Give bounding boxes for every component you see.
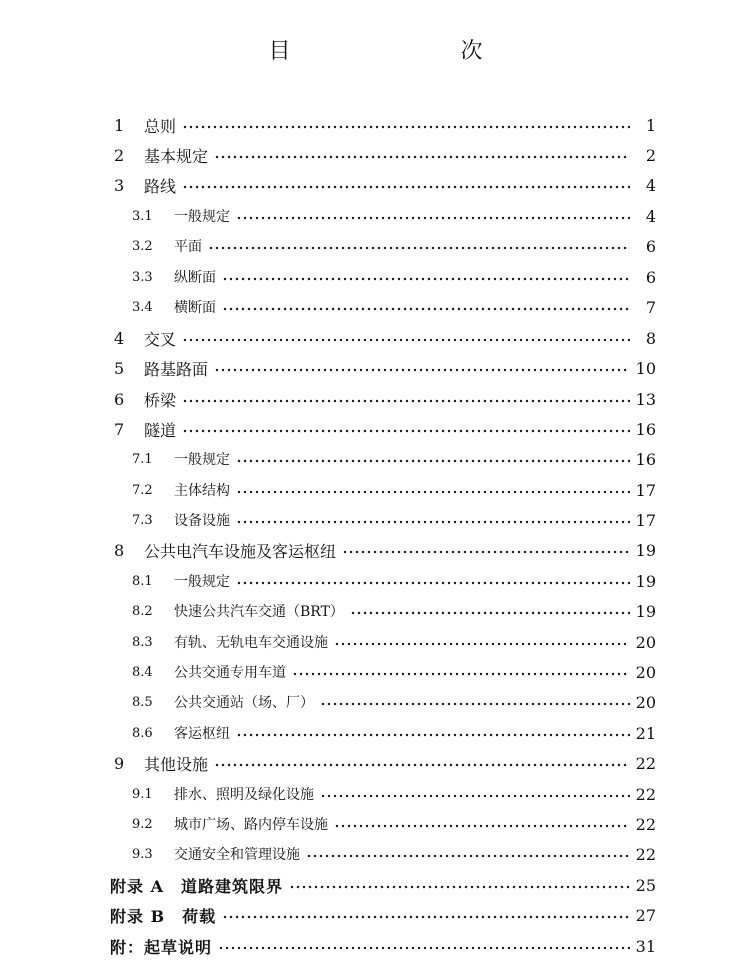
entry-page: 1 — [645, 115, 656, 135]
dot-leader — [236, 459, 630, 463]
dot-leader — [236, 520, 630, 524]
entry-number: 8.3 — [132, 634, 153, 650]
entry-page: 27 — [635, 905, 656, 925]
toc-entry-appendix[interactable] — [110, 872, 656, 898]
entry-page: 31 — [635, 936, 656, 956]
dot-leader — [182, 429, 630, 433]
dot-leader — [222, 277, 630, 281]
entry-page: 19 — [635, 571, 656, 591]
entry-title: 基本规定 — [144, 146, 209, 166]
entry-number: 8 — [114, 540, 125, 560]
entry-number: 9.3 — [132, 846, 153, 862]
dot-leader — [182, 399, 630, 403]
entry-number: 9.2 — [132, 816, 153, 832]
entry-page: 17 — [635, 510, 656, 530]
entry-page: 4 — [645, 206, 656, 226]
entry-title: 其他设施 — [144, 754, 209, 774]
entry-page: 21 — [635, 723, 656, 743]
entry-page: 20 — [635, 662, 656, 682]
entry-title: 公共交通专用车道 — [174, 665, 286, 681]
entry-page: 22 — [635, 753, 656, 773]
entry-title: 交叉 — [144, 329, 177, 349]
dot-leader — [182, 185, 630, 189]
toc-entry[interactable] — [114, 325, 656, 351]
entry-number: 7 — [114, 419, 125, 439]
toc-entry[interactable] — [132, 507, 656, 533]
dot-leader — [222, 307, 630, 311]
entry-title: 主体结构 — [174, 483, 230, 499]
entry-number: 8.1 — [132, 573, 153, 589]
toc-entry[interactable] — [132, 841, 656, 867]
dot-leader — [334, 642, 630, 646]
entry-page: 2 — [645, 145, 656, 165]
dot-leader — [214, 763, 630, 767]
entry-title: 横断面 — [174, 300, 216, 316]
toc-entry-appendix[interactable] — [110, 933, 656, 959]
toc-entry[interactable] — [132, 598, 656, 624]
entry-title: 平面 — [174, 239, 202, 255]
dot-leader — [214, 368, 630, 372]
entry-page: 17 — [635, 480, 656, 500]
toc-entry[interactable] — [114, 416, 656, 442]
toc-entry[interactable] — [132, 811, 656, 837]
entry-title: 路线 — [144, 176, 177, 196]
entry-number: 5 — [114, 358, 125, 378]
entry-page: 22 — [635, 814, 656, 834]
entry-title: 有轨、无轨电车交通设施 — [174, 635, 328, 651]
entry-page: 19 — [635, 540, 656, 560]
entry-page: 22 — [635, 784, 656, 804]
dot-leader — [236, 733, 630, 737]
toc-entry[interactable] — [114, 386, 656, 412]
dot-leader — [222, 915, 630, 919]
dot-leader — [306, 854, 630, 858]
entry-number: 1 — [114, 115, 125, 135]
dot-leader — [320, 794, 630, 798]
entry-number: 4 — [114, 328, 125, 348]
entry-page: 20 — [635, 632, 656, 652]
dot-leader — [182, 338, 630, 342]
toc-entry[interactable] — [114, 112, 656, 138]
dot-leader — [182, 125, 630, 129]
page-title: 目 次 — [268, 39, 525, 64]
entry-number: 3.4 — [132, 299, 153, 315]
entry-title: 附录 A 道路建筑限界 — [110, 876, 283, 896]
entry-page: 19 — [635, 601, 656, 621]
dot-leader — [289, 885, 630, 889]
dot-leader — [334, 824, 630, 828]
entry-number: 8.6 — [132, 725, 153, 741]
entry-title: 附录 B 荷载 — [110, 906, 217, 926]
entry-title: 交通安全和管理设施 — [174, 847, 300, 863]
entry-title: 快速公共汽车交通（BRT） — [174, 604, 344, 620]
entry-title: 隧道 — [144, 420, 177, 440]
entry-page: 22 — [635, 844, 656, 864]
entry-title: 一般规定 — [174, 209, 230, 225]
entry-title: 客运枢纽 — [174, 726, 230, 742]
entry-number: 7.3 — [132, 512, 153, 528]
dot-leader — [236, 216, 630, 220]
entry-page: 6 — [645, 267, 656, 287]
entry-title: 公共交通站（场、厂） — [174, 695, 314, 711]
toc-entry[interactable] — [132, 264, 656, 290]
toc-entry[interactable] — [132, 781, 656, 807]
toc-entry[interactable] — [132, 568, 656, 594]
entry-title: 路基路面 — [144, 359, 209, 379]
entry-page: 7 — [645, 297, 656, 317]
toc-entry[interactable] — [132, 203, 656, 229]
entry-page: 4 — [645, 175, 656, 195]
entry-title: 城市广场、路内停车设施 — [174, 817, 328, 833]
dot-leader — [208, 246, 630, 250]
entry-title: 公共电汽车设施及客运枢纽 — [144, 541, 337, 561]
dot-leader — [350, 611, 630, 615]
entry-page: 20 — [635, 692, 656, 712]
dot-leader — [218, 946, 630, 950]
entry-title: 一般规定 — [174, 452, 230, 468]
entry-title: 桥梁 — [144, 390, 177, 410]
toc-entry[interactable] — [114, 142, 656, 168]
toc-entry[interactable] — [132, 233, 656, 259]
entry-page: 10 — [635, 358, 656, 378]
dot-leader — [320, 702, 630, 706]
dot-leader — [342, 550, 630, 554]
entry-number: 3.1 — [132, 208, 153, 224]
entry-page: 8 — [645, 328, 656, 348]
toc-entry[interactable] — [132, 659, 656, 685]
entry-number: 2 — [114, 145, 125, 165]
entry-number: 6 — [114, 389, 125, 409]
entry-title: 排水、照明及绿化设施 — [174, 787, 314, 803]
toc-entry[interactable] — [132, 446, 656, 472]
toc-entry[interactable] — [132, 477, 656, 503]
entry-number: 7.2 — [132, 482, 153, 498]
entry-title: 一般规定 — [174, 574, 230, 590]
toc-entry[interactable] — [132, 720, 656, 746]
entry-number: 8.4 — [132, 664, 153, 680]
entry-title: 总则 — [144, 116, 177, 136]
entry-title: 附：起草说明 — [110, 937, 213, 957]
toc-entry[interactable] — [114, 355, 656, 381]
entry-number: 3.2 — [132, 238, 153, 254]
entry-number: 8.5 — [132, 694, 153, 710]
entry-number: 7.1 — [132, 451, 153, 467]
entry-page: 16 — [635, 449, 656, 469]
toc-entry[interactable] — [132, 294, 656, 320]
dot-leader — [214, 155, 630, 159]
entry-number: 9.1 — [132, 786, 153, 802]
entry-number: 9 — [114, 753, 125, 773]
entry-page: 16 — [635, 419, 656, 439]
entry-number: 3 — [114, 175, 125, 195]
dot-leader — [236, 490, 630, 494]
toc-entry[interactable] — [114, 172, 656, 198]
entry-title: 设备设施 — [174, 513, 230, 529]
entry-page: 13 — [635, 389, 656, 409]
toc-entry[interactable] — [132, 689, 656, 715]
entry-title: 纵断面 — [174, 270, 216, 286]
entry-number: 3.3 — [132, 269, 153, 285]
entry-page: 6 — [645, 236, 656, 256]
dot-leader — [236, 581, 630, 585]
entry-number: 8.2 — [132, 603, 153, 619]
dot-leader — [292, 672, 630, 676]
toc-entry[interactable] — [114, 750, 656, 776]
entry-page: 25 — [635, 875, 656, 895]
toc-entry[interactable] — [114, 537, 656, 563]
toc-entry[interactable] — [132, 629, 656, 655]
toc-entry-appendix[interactable] — [110, 902, 656, 928]
